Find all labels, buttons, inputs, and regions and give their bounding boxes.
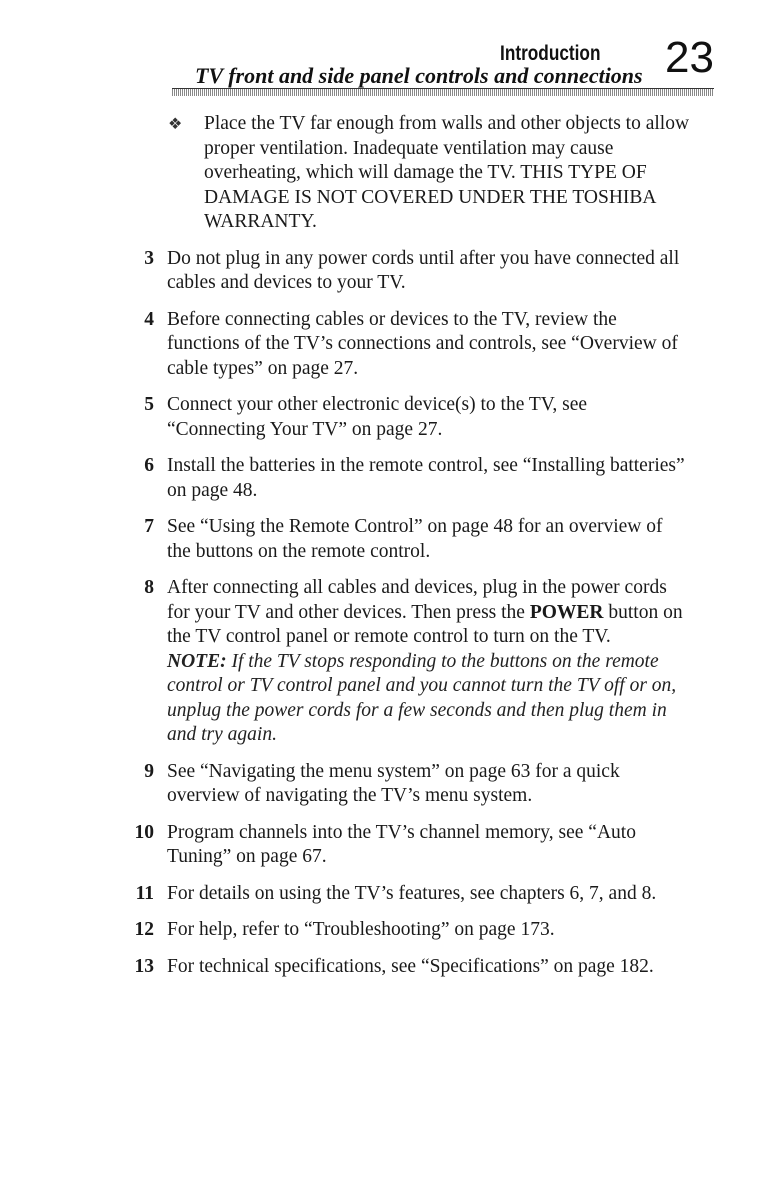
diamond-bullet-icon: ❖ <box>168 116 183 133</box>
step-number: 7 <box>144 516 154 537</box>
note-text: If the TV stops responding to the buttons on the remote control or TV control panel and you cannot turn the TV off or on, unplug the power cords for a few seconds and then plug them in and try again. <box>167 650 677 745</box>
step-13 <box>130 955 690 980</box>
page-number: 23 <box>665 33 714 82</box>
step-text: Connect your other electronic device(s) to the TV, see “Connecting Your TV” on page 27. <box>167 394 588 440</box>
header-rule <box>172 88 714 96</box>
note-label: NOTE: <box>167 650 227 672</box>
step-11 <box>130 882 690 907</box>
step-text-after: button on the TV control panel or remote control to turn on the TV. <box>167 601 683 647</box>
step-number: 13 <box>134 955 154 977</box>
step-text: Before connecting cables or devices to the TV, review the functions of the TV’s connections and controls, see “Overview of cable types” on page 27. <box>167 308 678 379</box>
step-8 <box>130 576 690 748</box>
step-number: 8 <box>144 577 154 598</box>
step-number: 9 <box>144 760 154 782</box>
step-text: See “Using the Remote Control” on page 48 for an overview of the buttons on the remote control. <box>167 516 663 562</box>
step-number: 3 <box>144 247 154 269</box>
power-button-label: POWER <box>529 601 604 623</box>
step-text: For details on using the TV’s features, see chapters 6, 7, and 8. <box>167 882 657 904</box>
step-number: 11 <box>135 882 154 904</box>
step-text-before: After connecting all cables and devices, plug in the power cords for your TV and other devices. Then press the <box>167 577 667 623</box>
step-text: Do not plug in any power cords until after you have connected all cables and devices to your TV. <box>167 247 680 293</box>
step-6 <box>130 454 690 503</box>
step-number: 4 <box>144 308 154 330</box>
header-rule-line <box>172 88 714 89</box>
step-3 <box>130 247 690 296</box>
step-text: For help, refer to “Troubleshooting” on page 173. <box>167 919 555 940</box>
step-text: See “Navigating the menu system” on page 63 for a quick overview of navigating the TV’s menu system. <box>167 760 620 806</box>
page-body <box>130 112 690 991</box>
step-7 <box>130 515 690 564</box>
step-number: 5 <box>144 394 154 415</box>
step-number: 12 <box>134 919 154 940</box>
step-12 <box>130 918 690 943</box>
step-4 <box>130 308 690 382</box>
step-10 <box>130 821 690 870</box>
step-9 <box>130 760 690 809</box>
page-header <box>0 0 772 100</box>
bullet-text: Place the TV far enough from walls and other objects to allow proper ventilation. Inadequate ventilation may cause overheating, which will damage the TV. THIS TYPE OF DAMAGE IS NOT COVERED UNDER THE TOSHIBA WARRANTY. <box>204 113 690 232</box>
step-text: Program channels into the TV’s channel memory, see “Auto Tuning” on page 67. <box>167 821 636 867</box>
step-number: 10 <box>134 821 154 843</box>
step-5 <box>130 393 690 442</box>
note <box>167 650 690 748</box>
section-title: TV front and side panel controls and connections <box>195 63 643 88</box>
bullet-item <box>130 112 690 235</box>
step-text: Install the batteries in the remote control, see “Installing batteries” on page 48. <box>167 455 685 501</box>
step-text: For technical specifications, see “Specifications” on page 182. <box>167 955 654 977</box>
chapter-title: Introduction <box>499 42 600 65</box>
step-number: 6 <box>144 455 154 476</box>
